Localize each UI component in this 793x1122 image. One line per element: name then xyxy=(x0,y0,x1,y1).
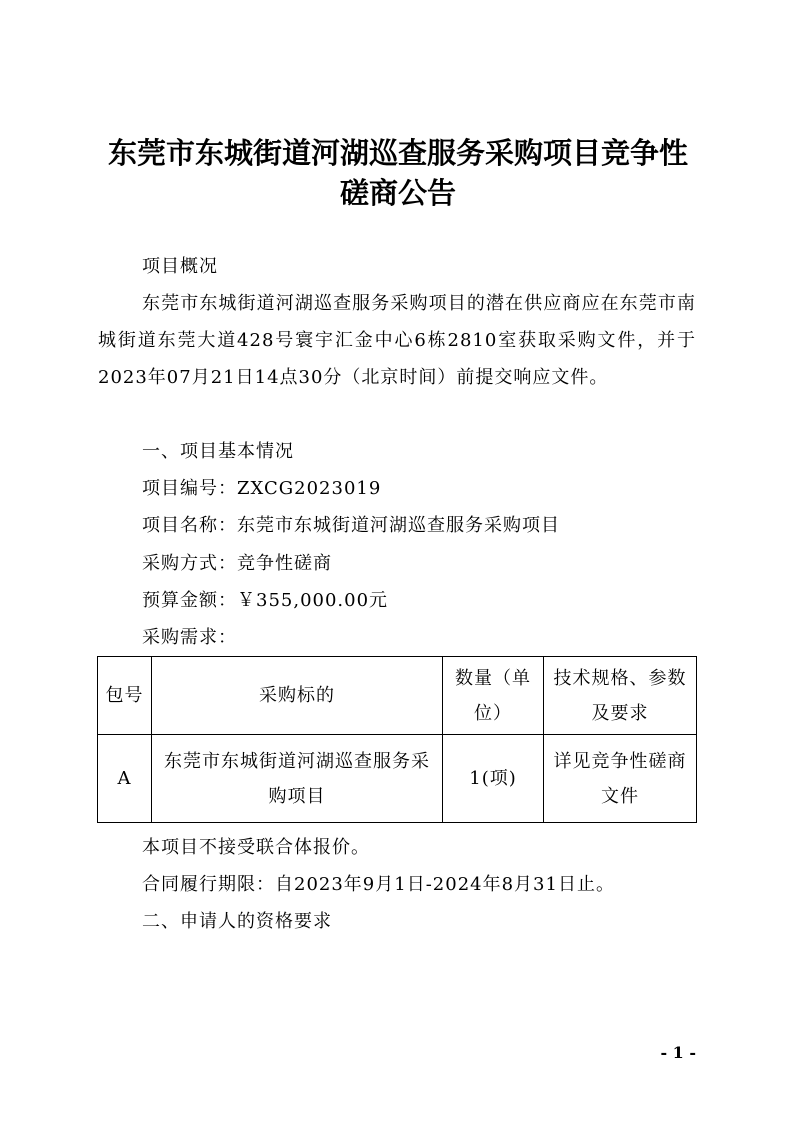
page-number: - 1 - xyxy=(660,1043,696,1062)
cell-specs: 详见竞争性磋商文件 xyxy=(544,735,697,823)
procurement-method: 采购方式：竞争性磋商 xyxy=(142,553,332,574)
header-package: 包号 xyxy=(98,657,152,735)
contract-period: 合同履行期限：自2023年9月1日-2024年8月31日止。 xyxy=(142,874,615,895)
no-consortium-note: 本项目不接受联合体报价。 xyxy=(142,837,370,858)
table-header-row xyxy=(98,657,697,735)
section-1-heading: 一、项目基本情况 xyxy=(142,441,294,462)
overview-paragraph: 东莞市东城街道河湖巡查服务采购项目的潜在供应商应在东莞市南城街道东莞大道428号寰宇汇金中心6栋2810室获取采购文件，并于2023年07月21日14点30分（北京时间）前提交响应文件。 xyxy=(98,293,696,388)
cell-package: A xyxy=(98,735,152,823)
cell-quantity: 1(项) xyxy=(443,735,544,823)
project-name: 项目名称：东莞市东城街道河湖巡查服务采购项目 xyxy=(142,515,560,536)
header-subject: 采购标的 xyxy=(152,657,443,735)
header-quantity: 数量（单位） xyxy=(443,657,544,735)
requirements-table xyxy=(97,656,697,823)
requirements-label: 采购需求： xyxy=(142,627,237,648)
document-title xyxy=(98,133,698,213)
table-row xyxy=(98,735,697,823)
title-line-1: 东莞市东城街道河湖巡查服务采购项目竞争性 xyxy=(107,136,688,170)
section-2-heading: 二、申请人的资格要求 xyxy=(142,911,332,932)
title-line-2: 磋商公告 xyxy=(339,176,456,210)
cell-subject: 东莞市东城街道河湖巡查服务采购项目 xyxy=(152,735,443,823)
budget-amount: 预算金额：￥355,000.00元 xyxy=(142,590,389,611)
overview-heading: 项目概况 xyxy=(142,256,218,277)
project-number: 项目编号：ZXCG2023019 xyxy=(142,478,382,499)
header-specs: 技术规格、参数及要求 xyxy=(544,657,697,735)
